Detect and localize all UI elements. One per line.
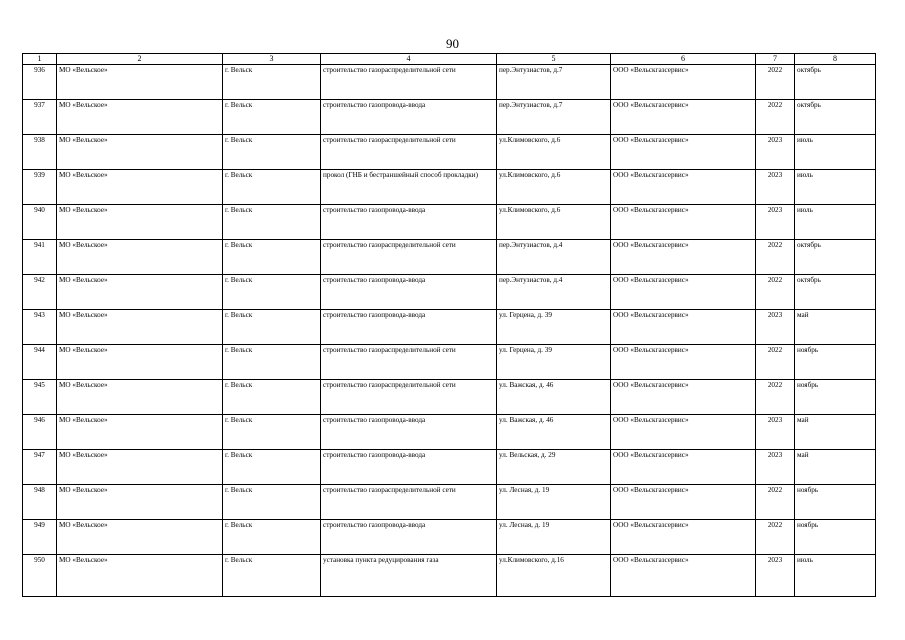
month-cell: ноябрь	[795, 484, 876, 519]
address-cell: пер.Энтузиастов, д.4	[497, 239, 611, 274]
table-row	[23, 169, 876, 204]
work-type-cell: строительство газопровода-ввода	[321, 414, 497, 449]
municipality-cell: МО «Вельское»	[57, 519, 223, 554]
row-number: 949	[23, 519, 57, 554]
row-number: 940	[23, 204, 57, 239]
year-cell: 2022	[756, 274, 795, 309]
city-cell: г. Вельск	[223, 554, 321, 596]
column-header: 2	[57, 54, 223, 65]
work-type-cell: строительство газораспределительной сети	[321, 344, 497, 379]
address-cell: ул. Лесная, д. 19	[497, 519, 611, 554]
year-cell: 2023	[756, 449, 795, 484]
page-number: 90	[446, 36, 459, 51]
work-type-cell: строительство газопровода-ввода	[321, 519, 497, 554]
work-type-cell: строительство газопровода-ввода	[321, 204, 497, 239]
municipality-cell: МО «Вельское»	[57, 204, 223, 239]
work-type-cell: строительство газопровода-ввода	[321, 274, 497, 309]
month-cell: май	[795, 414, 876, 449]
organization-cell: ООО «Вельскгазсервис»	[611, 99, 756, 134]
address-cell: ул. Лесная, д. 19	[497, 484, 611, 519]
column-header: 5	[497, 54, 611, 65]
city-cell: г. Вельск	[223, 204, 321, 239]
month-cell: ноябрь	[795, 379, 876, 414]
row-number: 944	[23, 344, 57, 379]
table-row	[23, 204, 876, 239]
address-cell: ул. Важская, д. 46	[497, 379, 611, 414]
organization-cell: ООО «Вельскгазсервис»	[611, 414, 756, 449]
year-cell: 2022	[756, 519, 795, 554]
address-cell: ул. Вельская, д. 29	[497, 449, 611, 484]
month-cell: май	[795, 309, 876, 344]
city-cell: г. Вельск	[223, 134, 321, 169]
month-cell: ноябрь	[795, 344, 876, 379]
row-number: 937	[23, 99, 57, 134]
row-number: 947	[23, 449, 57, 484]
organization-cell: ООО «Вельскгазсервис»	[611, 239, 756, 274]
row-number: 942	[23, 274, 57, 309]
table-row	[23, 414, 876, 449]
organization-cell: ООО «Вельскгазсервис»	[611, 274, 756, 309]
year-cell: 2022	[756, 64, 795, 99]
row-number: 945	[23, 379, 57, 414]
work-type-cell: строительство газораспределительной сети	[321, 484, 497, 519]
organization-cell: ООО «Вельскгазсервис»	[611, 134, 756, 169]
column-header: 6	[611, 54, 756, 65]
city-cell: г. Вельск	[223, 519, 321, 554]
month-cell: июль	[795, 169, 876, 204]
header-row	[23, 54, 876, 65]
municipality-cell: МО «Вельское»	[57, 484, 223, 519]
work-type-cell: строительство газопровода-ввода	[321, 99, 497, 134]
organization-cell: ООО «Вельскгазсервис»	[611, 64, 756, 99]
year-cell: 2023	[756, 169, 795, 204]
month-cell: октябрь	[795, 274, 876, 309]
table-row	[23, 519, 876, 554]
year-cell: 2022	[756, 239, 795, 274]
month-cell: май	[795, 449, 876, 484]
table-row	[23, 379, 876, 414]
organization-cell: ООО «Вельскгазсервис»	[611, 379, 756, 414]
municipality-cell: МО «Вельское»	[57, 99, 223, 134]
city-cell: г. Вельск	[223, 484, 321, 519]
table-row	[23, 99, 876, 134]
address-cell: ул.Климовского, д.6	[497, 134, 611, 169]
city-cell: г. Вельск	[223, 239, 321, 274]
row-number: 946	[23, 414, 57, 449]
row-number: 941	[23, 239, 57, 274]
table-row	[23, 64, 876, 99]
municipality-cell: МО «Вельское»	[57, 274, 223, 309]
organization-cell: ООО «Вельскгазсервис»	[611, 169, 756, 204]
year-cell: 2022	[756, 344, 795, 379]
city-cell: г. Вельск	[223, 414, 321, 449]
table-row	[23, 309, 876, 344]
municipality-cell: МО «Вельское»	[57, 239, 223, 274]
city-cell: г. Вельск	[223, 344, 321, 379]
year-cell: 2022	[756, 484, 795, 519]
address-cell: ул.Климовского, д.6	[497, 204, 611, 239]
work-type-cell: строительство газораспределительной сети	[321, 379, 497, 414]
table-row	[23, 239, 876, 274]
table-row	[23, 484, 876, 519]
work-type-cell: строительство газораспределительной сети	[321, 64, 497, 99]
organization-cell: ООО «Вельскгазсервис»	[611, 554, 756, 596]
city-cell: г. Вельск	[223, 309, 321, 344]
year-cell: 2022	[756, 99, 795, 134]
column-header: 3	[223, 54, 321, 65]
work-type-cell: строительство газопровода-ввода	[321, 449, 497, 484]
year-cell: 2022	[756, 379, 795, 414]
month-cell: июль	[795, 554, 876, 596]
month-cell: июль	[795, 134, 876, 169]
row-number: 950	[23, 554, 57, 596]
address-cell: пер.Энтузиастов, д.7	[497, 99, 611, 134]
address-cell: пер.Энтузиастов, д.7	[497, 64, 611, 99]
municipality-cell: МО «Вельское»	[57, 344, 223, 379]
municipality-cell: МО «Вельское»	[57, 414, 223, 449]
municipality-cell: МО «Вельское»	[57, 554, 223, 596]
city-cell: г. Вельск	[223, 169, 321, 204]
row-number: 938	[23, 134, 57, 169]
municipality-cell: МО «Вельское»	[57, 169, 223, 204]
month-cell: июль	[795, 204, 876, 239]
gas-works-table	[22, 53, 876, 597]
month-cell: октябрь	[795, 239, 876, 274]
organization-cell: ООО «Вельскгазсервис»	[611, 309, 756, 344]
month-cell: ноябрь	[795, 519, 876, 554]
work-type-cell: прокол (ГНБ и бестраншейный способ прокладки)	[321, 169, 497, 204]
row-number: 936	[23, 64, 57, 99]
column-header: 8	[795, 54, 876, 65]
organization-cell: ООО «Вельскгазсервис»	[611, 344, 756, 379]
table-body	[23, 64, 876, 596]
year-cell: 2023	[756, 204, 795, 239]
table-row	[23, 134, 876, 169]
address-cell: ул. Важская, д. 46	[497, 414, 611, 449]
year-cell: 2023	[756, 414, 795, 449]
column-header: 1	[23, 54, 57, 65]
address-cell: ул. Герцена, д. 39	[497, 344, 611, 379]
year-cell: 2023	[756, 134, 795, 169]
organization-cell: ООО «Вельскгазсервис»	[611, 204, 756, 239]
year-cell: 2023	[756, 554, 795, 596]
city-cell: г. Вельск	[223, 274, 321, 309]
address-cell: ул. Герцена, д. 39	[497, 309, 611, 344]
municipality-cell: МО «Вельское»	[57, 449, 223, 484]
municipality-cell: МО «Вельское»	[57, 134, 223, 169]
table-row	[23, 274, 876, 309]
work-type-cell: строительство газораспределительной сети	[321, 134, 497, 169]
column-header: 7	[756, 54, 795, 65]
organization-cell: ООО «Вельскгазсервис»	[611, 519, 756, 554]
month-cell: октябрь	[795, 64, 876, 99]
table-row	[23, 554, 876, 596]
city-cell: г. Вельск	[223, 99, 321, 134]
row-number: 948	[23, 484, 57, 519]
work-type-cell: установка пункта редуцирования газа	[321, 554, 497, 596]
table-row	[23, 344, 876, 379]
address-cell: пер.Энтузиастов, д.4	[497, 274, 611, 309]
municipality-cell: МО «Вельское»	[57, 64, 223, 99]
address-cell: ул.Климовского, д.16	[497, 554, 611, 596]
column-header: 4	[321, 54, 497, 65]
municipality-cell: МО «Вельское»	[57, 379, 223, 414]
municipality-cell: МО «Вельское»	[57, 309, 223, 344]
organization-cell: ООО «Вельскгазсервис»	[611, 484, 756, 519]
row-number: 939	[23, 169, 57, 204]
organization-cell: ООО «Вельскгазсервис»	[611, 449, 756, 484]
city-cell: г. Вельск	[223, 379, 321, 414]
work-type-cell: строительство газопровода-ввода	[321, 309, 497, 344]
table-row	[23, 449, 876, 484]
address-cell: ул.Климовского, д.6	[497, 169, 611, 204]
year-cell: 2023	[756, 309, 795, 344]
city-cell: г. Вельск	[223, 449, 321, 484]
work-type-cell: строительство газораспределительной сети	[321, 239, 497, 274]
city-cell: г. Вельск	[223, 64, 321, 99]
row-number: 943	[23, 309, 57, 344]
month-cell: октябрь	[795, 99, 876, 134]
